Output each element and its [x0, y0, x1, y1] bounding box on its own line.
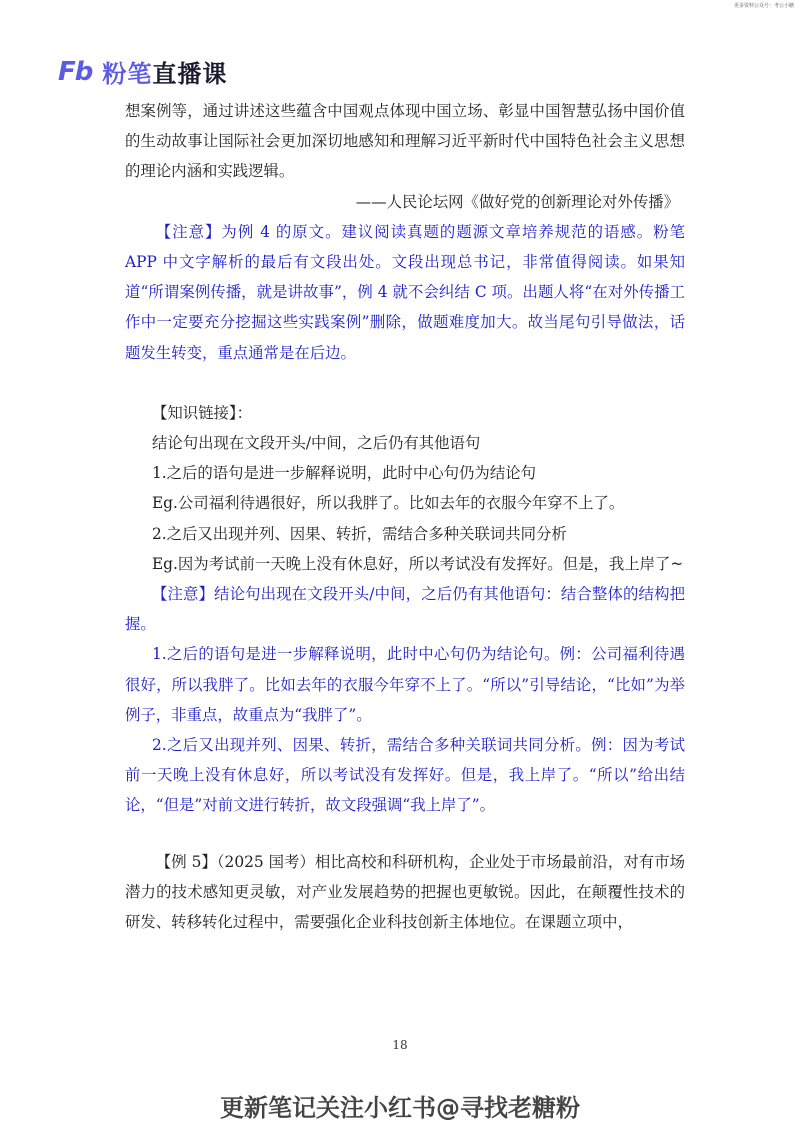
spacer	[125, 368, 685, 398]
knowledge-line: 2.之后又出现并列、因果、转折，需结合多种关联词共同分析	[151, 524, 567, 543]
corner-note: 更多资料公众号：考公小糖	[733, 3, 794, 9]
knowledge-line: 结论句出现在文段开头/中间，之后仍有其他语句	[151, 434, 481, 453]
spacer	[125, 821, 685, 847]
knowledge-example: Eg.公司福利待遇很好，所以我胖了。比如去年的衣服今年穿不上了。	[151, 494, 625, 513]
paragraph-continuation: 想案例等，通过讲述这些蕴含中国观点体现中国立场、彰显中国智慧弘扬中国价值的生动故事让国际社会更加深切地感知和理解习近平新时代中国特色社会主义思想的理论内涵和实践逻辑。	[125, 102, 685, 181]
note-paragraph: 【注意】结论句出现在文段开头/中间，之后仍有其他语句：结合整体的结构把握。	[125, 585, 685, 634]
note-point: 1.之后的语句是进一步解释说明，此时中心句仍为结论句。例：公司福利待遇很好，所以我胖了。比如去年的衣服今年穿不上了。“所以”引导结论，“比如”为举例子，非重点，故重点为“我胖了”。	[125, 645, 685, 724]
header-logo	[58, 54, 227, 89]
page-number: 18	[392, 1038, 408, 1052]
footer-watermark: 更新笔记关注小红书@寻找老糖粉	[220, 1094, 580, 1122]
brand-title	[102, 54, 227, 89]
brand-subtitle: 直播课	[152, 60, 228, 88]
example-5-paragraph: 【例 5】（2025 国考）相比高校和科研机构，企业处于市场最前沿，对有市场潜力的技术感知更灵敏，对产业发展趋势的把握也更敏锐。因此，在颠覆性技术的研发、转移转化过程中，需要强化企业科技创新主体地位。在课题立项中，	[125, 852, 685, 932]
brand-name: 粉笔	[102, 60, 153, 88]
knowledge-example: Eg.因为考试前一天晚上没有休息好，所以考试没有发挥好。但是，我上岸了~	[151, 554, 684, 573]
document-body	[125, 96, 685, 937]
knowledge-line: 1.之后的语句是进一步解释说明，此时中心句仍为结论句	[151, 464, 536, 483]
knowledge-link-title: 【知识链接】：	[151, 403, 252, 422]
fb-logo-icon: Fb	[58, 56, 93, 87]
note-point: 2.之后又出现并列、因果、转折，需结合多种关联词共同分析。例：因为考试前一天晚上没有休息好，所以考试没有发挥好。但是，我上岸了。“所以”给出结论，“但是”对前文进行转折，故文段强调“我上岸了”。	[125, 736, 685, 815]
source-citation: ——人民论坛网《做好党的创新理论对外传播》	[355, 192, 679, 211]
note-paragraph: 【注意】为例 4 的原文。建议阅读真题的题源文章培养规范的语感。粉笔 APP 中文字解析的最后有文段出处。文段出现总书记，非常值得阅读。如果知道“所谓案例传播，就是讲故事”，例 4 就不会纠结 C 项。出题人将“在对外传播工作中一定要充分挖掘这些实践案例”删除，做题难度加大。故当尾句引导做法，话题发生转变，重点通常是在后边。	[125, 222, 685, 362]
